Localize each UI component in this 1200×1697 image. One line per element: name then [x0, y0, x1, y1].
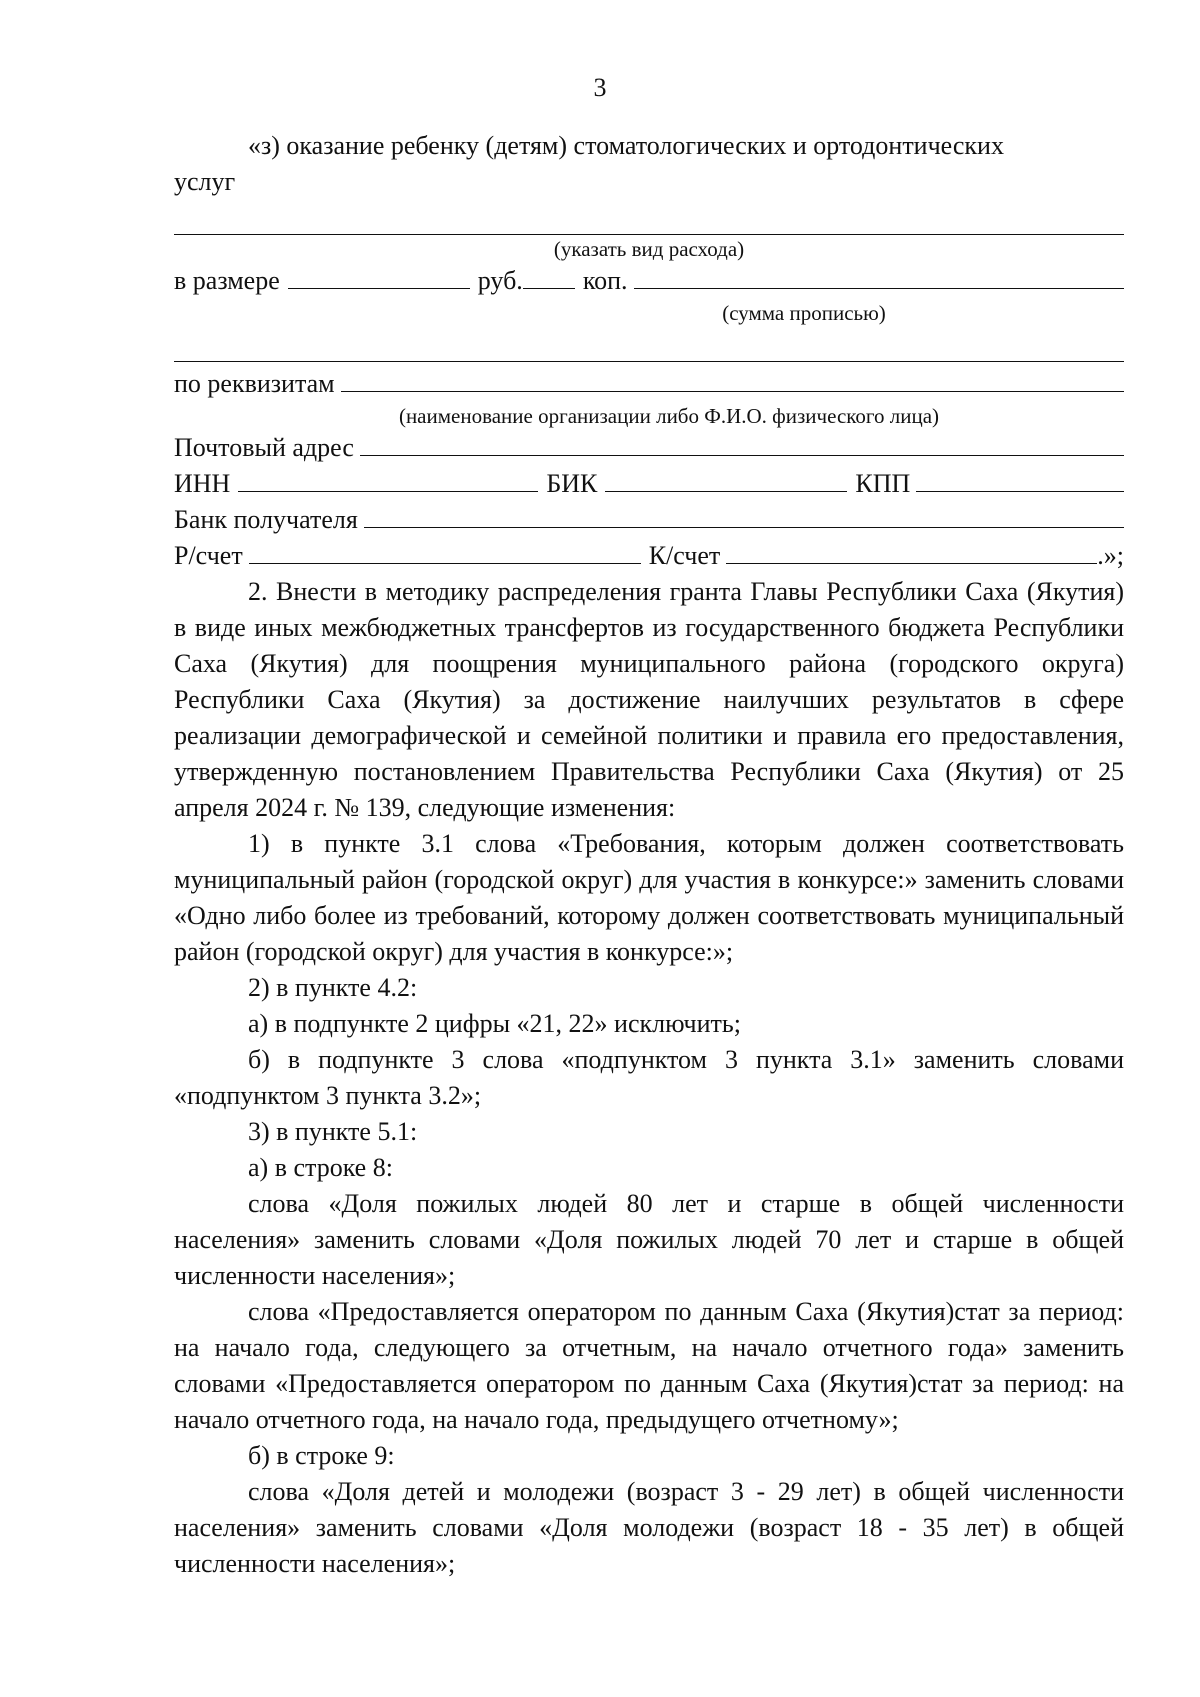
- requisites-blank: [341, 367, 1124, 392]
- document-body: [174, 128, 1124, 1582]
- inn-label: ИНН: [174, 469, 231, 498]
- kpp-blank: [916, 467, 1124, 492]
- amount-words-blank: [634, 264, 1124, 289]
- kop-label: коп.: [582, 266, 628, 295]
- paragraph-row9-words: слова «Доля детей и молодежи (возраст 3 - 29 лет) в общей численности населения» заменить словами «Доля молодежи (возраст 18 - 35 лет) в общей численности населения»;: [174, 1477, 1124, 1578]
- page-number: 3: [593, 73, 607, 102]
- amount-row: [174, 263, 1124, 299]
- form-intro-line-2: услуг: [174, 167, 236, 196]
- paragraph-row8-words-1: слова «Доля пожилых людей 80 лет и старше в общей численности населения» заменить словами «Доля пожилых людей 70 лет и старше в общей численности населения»;: [174, 1189, 1124, 1290]
- bank-row: [174, 502, 1124, 538]
- paragraph-sub-2a: а) в подпункте 2 цифры «21, 22» исключить;: [248, 1009, 741, 1038]
- postal-blank: [360, 431, 1124, 456]
- sum-words-line: [174, 327, 1124, 362]
- caption-expense-type: (указать вид расхода): [553, 237, 745, 261]
- bank-blank: [364, 503, 1124, 528]
- bank-label: Банк получателя: [174, 505, 358, 534]
- paragraph-sub-2b: б) в подпункте 3 слова «подпунктом 3 пункта 3.1» заменить словами «подпунктом 3 пункта 3.2»;: [174, 1045, 1124, 1110]
- corr-account-blank: [726, 539, 1097, 564]
- inn-blank: [238, 467, 538, 492]
- postal-label: Почтовый адрес: [174, 433, 354, 462]
- requisites-row: [174, 366, 1124, 402]
- account-row: [174, 538, 1124, 574]
- expense-type-line: [174, 200, 1124, 235]
- paragraph-sub-1: 1) в пункте 3.1 слова «Требования, которым должен соответствовать муниципальный район (городской округ) для участия в конкурсе:» заменить словами «Одно либо более из требований, которому должен соответствовать муниципальный район (городской округ) для участия в конкурсе:»;: [174, 829, 1124, 966]
- account-blank: [249, 539, 641, 564]
- inn-bik-kpp-row: [174, 466, 1124, 502]
- form-intro-line: «з) оказание ребенку (детям) стоматологических и ортодонтических: [248, 131, 1004, 160]
- paragraph-item-2: 2. Внести в методику распределения гранта Главы Республики Саха (Якутия) в виде иных межбюджетных трансфертов из государственного бюджета Республики Саха (Якутия) для поощрения муниципального района (городского округа) Республики Саха (Якутия) за достижение наилучших результатов в сфере реализации демографической и семейной политики и правила его предоставления, утвержденную постановлением Правительства Республики Саха (Якутия) от 25 апреля 2024 г. № 139, следующие изменения:: [174, 577, 1124, 822]
- paragraph-sub-3a: а) в строке 8:: [248, 1153, 393, 1182]
- kpp-label: КПП: [855, 469, 911, 498]
- bik-label: БИК: [546, 469, 598, 498]
- account-label: Р/счет: [174, 541, 243, 570]
- paragraph-sub-3b: б) в строке 9:: [248, 1441, 395, 1470]
- requisites-label: по реквизитам: [174, 369, 335, 398]
- rub-label: руб.: [477, 266, 523, 295]
- form-end-mark: .»;: [1097, 541, 1124, 570]
- paragraph-row8-words-2: слова «Предоставляется оператором по данным Саха (Якутия)стат за период: на начало года, следующего за отчетным, на начало отчетного года» заменить словами «Предоставляется оператором по данным Саха (Якутия)стат за период: на начало отчетного года, на начало года, предыдущего отчетному»;: [174, 1297, 1124, 1434]
- paragraph-sub-3: 3) в пункте 5.1:: [248, 1117, 418, 1146]
- caption-organization: (наименование организации либо Ф.И.О. физического лица): [398, 404, 940, 428]
- bik-blank: [605, 467, 847, 492]
- caption-sum-words: (сумма прописью): [722, 301, 886, 325]
- amount-rub-blank: [288, 264, 470, 289]
- amount-kop-blank: [523, 264, 575, 289]
- corr-account-label: К/счет: [648, 541, 721, 570]
- postal-row: [174, 430, 1124, 466]
- paragraph-sub-2: 2) в пункте 4.2:: [248, 973, 418, 1002]
- amount-label: в размере: [174, 266, 280, 295]
